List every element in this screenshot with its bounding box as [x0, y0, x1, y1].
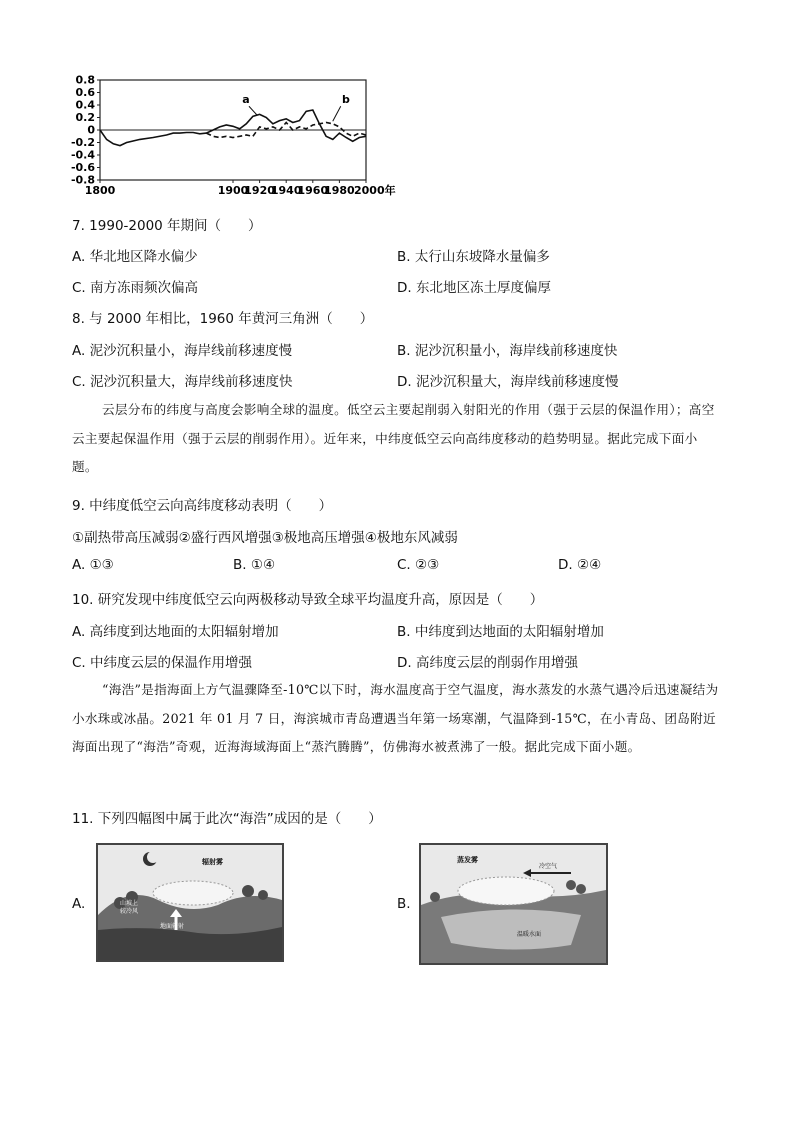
fig-b-label-cold-air: 冷空气	[539, 863, 558, 870]
y-tick-label: -0.6	[70, 161, 95, 174]
y-tick-label: -0.8	[70, 173, 95, 187]
q10-option-c[interactable]: C. 中纬度云层的保温作用增强	[72, 655, 253, 671]
q7-option-d[interactable]: D. 东北地区冻土厚度偏厚	[397, 280, 551, 296]
passage-clouds: 云层分布的纬度与高度会影响全球的温度。低空云主要起削弱入射阳光的作用（强于云层的保温作用）；高空云主要起保温作用（强于云层的削弱作用）。近年来，中纬度低空云向高纬度移动的趋势明显。据此完成下面小题。	[72, 402, 715, 474]
x-tick-label: 1900	[217, 184, 249, 197]
fig-b-label-warm-water: 温暖水面	[517, 931, 542, 938]
y-tick-label: -0.4	[70, 148, 95, 162]
q11-option-a[interactable]: A.	[72, 896, 86, 912]
q10-option-d[interactable]: D. 高纬度云层的削弱作用增强	[397, 655, 578, 671]
q8-option-a[interactable]: A. 泥沙沉积量小，海岸线前移速度慢	[72, 343, 293, 359]
y-tick-label: 0.8	[75, 73, 95, 87]
series-a-label: a	[242, 93, 250, 107]
q9-option-c[interactable]: C. ②③	[397, 557, 440, 573]
x-tick-label: 1920	[244, 184, 275, 197]
q9-items: ①副热带高压减弱②盛行西风增强③极地高压增强④极地东风减弱	[72, 530, 458, 546]
q9-stem: 9. 中纬度低空云向高纬度移动表明（ ）	[72, 498, 333, 514]
q7-stem: 7. 1990-2000 年期间（ ）	[72, 218, 262, 234]
series-b-leader	[333, 106, 341, 121]
evaporation-fog-diagram[interactable]	[419, 843, 608, 965]
q11-stem: 11. 下列四幅图中属于此次“海浩”成因的是（ ）	[72, 811, 382, 827]
temperature-anomaly-chart	[68, 72, 408, 204]
q9-option-a[interactable]: A. ①③	[72, 557, 114, 573]
q9-option-d[interactable]: D. ②④	[558, 557, 602, 573]
y-tick-label: 0.6	[75, 86, 95, 99]
y-tick-label: 0.2	[75, 111, 95, 124]
q8-option-b[interactable]: B. 泥沙沉积量小，海岸线前移速度快	[397, 343, 618, 359]
x-tick-label: 1960	[297, 184, 329, 197]
q11-option-b[interactable]: B.	[397, 896, 411, 912]
series-a-leader	[249, 106, 257, 115]
q7-option-a[interactable]: A. 华北地区降水偏少	[72, 249, 198, 265]
y-tick-label: 0	[87, 123, 95, 137]
passage-sea-smoke: “海浩”是指海面上方气温骤降至-10℃以下时，海水温度高于空气温度，海水蒸发的水蒸气遇冷后迅速凝结为小水珠或冰晶。2021 年 01 月 7 日，海滨城市青岛遭遇当年第一场寒潮，气温降到-15℃，在小青岛、团岛附近海面出现了“海浩”奇观，近海海域海面上“蒸汽腾腾”，仿佛海水被煮沸了一般。据此完成下面小题。	[72, 682, 719, 754]
series-a-line	[100, 110, 366, 146]
q7-option-c[interactable]: C. 南方冻雨频次偏高	[72, 280, 199, 296]
q10-stem: 10. 研究发现中纬度低空云向两极移动导致全球平均温度升高，原因是（ ）	[72, 592, 544, 608]
x-tick-label: 1980	[324, 184, 355, 197]
fig-a-label-slope: 山坡上	[120, 900, 139, 907]
q10-option-b[interactable]: B. 中纬度到达地面的太阳辐射增加	[397, 624, 604, 640]
q9-option-b[interactable]: B. ①④	[233, 557, 276, 573]
fig-b-title: 蒸发雾	[457, 856, 478, 864]
q8-stem: 8. 与 2000 年相比，1960 年黄河三角洲（ ）	[72, 311, 374, 327]
q10-option-a[interactable]: A. 高纬度到达地面的太阳辐射增加	[72, 624, 279, 640]
x-tick-label: 1800	[84, 184, 116, 197]
x-tick-label: 2000年	[354, 184, 396, 197]
q7-option-b[interactable]: B. 太行山东坡降水量偏多	[397, 249, 550, 265]
series-b-label: b	[342, 93, 350, 107]
q8-option-d[interactable]: D. 泥沙沉积量大，海岸线前移速度慢	[397, 374, 619, 390]
radiation-fog-diagram[interactable]	[96, 843, 284, 962]
fig-a-label-radiation: 地面辐射	[160, 923, 185, 930]
fig-a-title: 辐射雾	[202, 858, 223, 866]
y-tick-label: -0.2	[70, 136, 95, 149]
y-tick-label: 0.4	[75, 98, 95, 112]
x-tick-label: 1940	[270, 184, 302, 197]
q8-option-c[interactable]: C. 泥沙沉积量大，海岸线前移速度快	[72, 374, 293, 390]
fig-a-label-cold-wind: 较冷风	[120, 908, 139, 915]
